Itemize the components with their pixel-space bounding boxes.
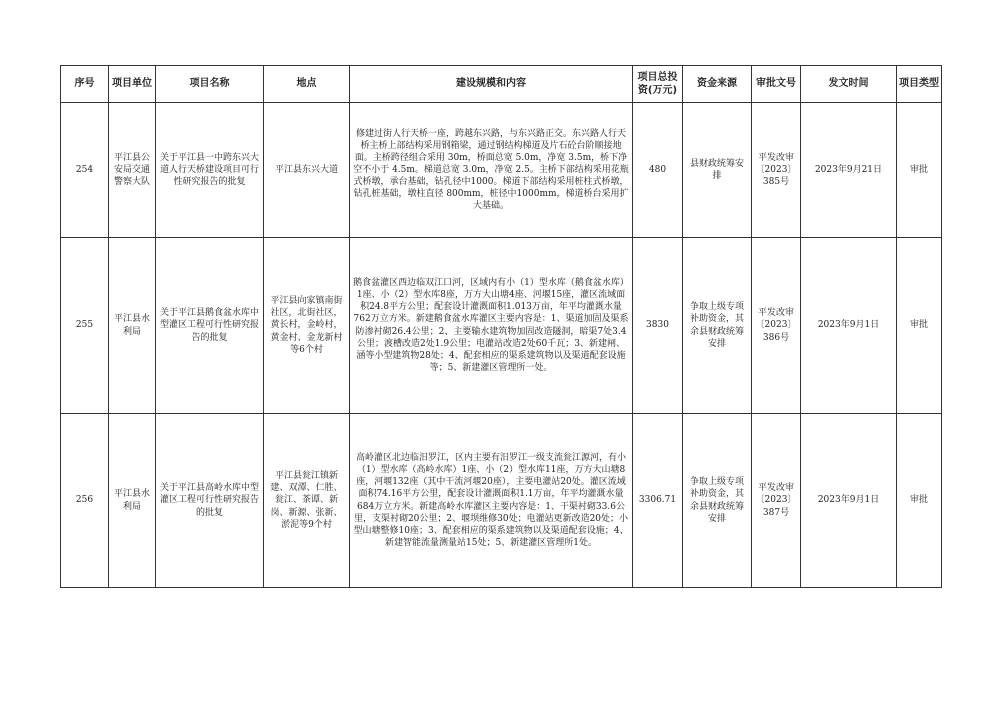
cell-date: 2023年9月21日 xyxy=(801,103,897,238)
cell-name: 关于平江县一中跨东兴大道人行天桥建设项目可行性研究报告的批复 xyxy=(156,103,264,238)
table-row xyxy=(61,238,942,414)
cell-approval-no: 平发改审〔2023〕385号 xyxy=(752,103,801,238)
cell-approval-no: 平发改审〔2023〕387号 xyxy=(752,414,801,588)
header-type: 项目类型 xyxy=(897,66,942,103)
cell-date: 2023年9月1日 xyxy=(801,414,897,588)
header-funding: 资金来源 xyxy=(683,66,752,103)
cell-unit: 平江县公安局交通警察大队 xyxy=(109,103,156,238)
header-date: 发文时间 xyxy=(801,66,897,103)
header-seq: 序号 xyxy=(61,66,109,103)
cell-investment: 480 xyxy=(633,103,683,238)
header-name: 项目名称 xyxy=(156,66,264,103)
cell-investment: 3306.71 xyxy=(633,414,683,588)
cell-investment: 3830 xyxy=(633,238,683,414)
cell-date: 2023年9月1日 xyxy=(801,238,897,414)
cell-scale: 鹅食盆灌区西边临双江口河，区域内有小（1）型水库（鹅食盆水库）1座、小（2）型水库8座，万方大山塘4座、河堰15座，灌区流域面积24.8平方公里；配套设计灌溉面积1.013万亩，年平均灌溉水量762万立方米。新建鹅食盆水库灌区主要内容是：1、渠道加固及渠系防渗衬砌26.4公里；2、主要输水建筑物加固改造隧洞，暗渠7处3.4公里；渡槽改造2处1.9公里；电灌站改造2处60千瓦；3、新建闸、涵等小型建筑物28处；4、配套相应的渠系建筑物以及渠道配套设施等；5、新建灌区管理所一处。 xyxy=(350,238,633,414)
cell-location: 平江县向家镇南街社区，北街社区，黄长村，金岭村，黄金村、金龙新村等6个村 xyxy=(264,238,350,414)
cell-seq: 254 xyxy=(61,103,109,238)
cell-funding: 争取上级专项补助资金，其余县财政统筹安排 xyxy=(683,414,752,588)
cell-seq: 256 xyxy=(61,414,109,588)
table-row xyxy=(61,103,942,238)
cell-unit: 平江县水利局 xyxy=(109,414,156,588)
cell-location: 平江县东兴大道 xyxy=(264,103,350,238)
cell-location: 平江县瓮江镇新建、双潭、仁胜、瓮江、茶谭、新岗、新源、张新、淤泥等9个村 xyxy=(264,414,350,588)
cell-unit: 平江县水利局 xyxy=(109,238,156,414)
header-investment: 项目总投资(万元) xyxy=(633,66,683,103)
cell-type: 审批 xyxy=(897,103,942,238)
cell-type: 审批 xyxy=(897,414,942,588)
header-unit: 项目单位 xyxy=(109,66,156,103)
table-row xyxy=(61,414,942,588)
cell-scale: 修建过街人行天桥一座，跨越东兴路，与东兴路正交。东兴路人行天桥主桥上部结构采用钢箱梁，通过钢结构梯道及片石砼台阶顺接地面。主桥跨径组合采用 30m，桥面总宽 5.0m，净宽 3.5m，桥下净空不小于 4.5m。梯道总宽 3.0m，净宽 2.5。主桥下部结构采用花瓶式桥墩，承台基础，钻孔径中1000。梯道下部结构采用桩柱式桥墩，钻孔桩基础，墩柱直径 800mm，桩径中1000mm，梯道桥台采用扩大基础。 xyxy=(350,103,633,238)
header-scale: 建设规模和内容 xyxy=(350,66,633,103)
cell-name: 关于平江县鹅食盆水库中型灌区工程可行性研究报告的批复 xyxy=(156,238,264,414)
cell-seq: 255 xyxy=(61,238,109,414)
header-approval-no: 审批文号 xyxy=(752,66,801,103)
cell-name: 关于平江县高岭水库中型灌区工程可行性研究报告的批复 xyxy=(156,414,264,588)
cell-funding: 县财政统筹安排 xyxy=(683,103,752,238)
cell-scale: 高岭灌区北边临汨罗江，区内主要有汨罗江一级支流瓮江源河，有小（1）型水库（高岭水库）1座、小（2）型水库11座，万方大山塘8座，河堰132座（其中干流河堰20座），主要电灌站20处。灌区流域面积74.16平方公里，配套设计灌溉面积1.1万亩，年平均灌溉水量684万立方米。新建高岭水库灌区主要内容是：1、干渠衬砌33.6公里，支渠衬砌20公里；2、堰坝维修30处；电灌站更新改造20处；小型山塘整修10座；3、配套相应的渠系建筑物以及渠道配套设施；4、新建智能流量测量站15处；5、新建灌区管理所1处。 xyxy=(350,414,633,588)
header-row xyxy=(61,66,942,103)
approval-table xyxy=(60,65,942,588)
cell-type: 审批 xyxy=(897,238,942,414)
header-location: 地点 xyxy=(264,66,350,103)
cell-funding: 争取上级专项补助资金，其余县财政统筹安排 xyxy=(683,238,752,414)
cell-approval-no: 平发改审〔2023〕386号 xyxy=(752,238,801,414)
